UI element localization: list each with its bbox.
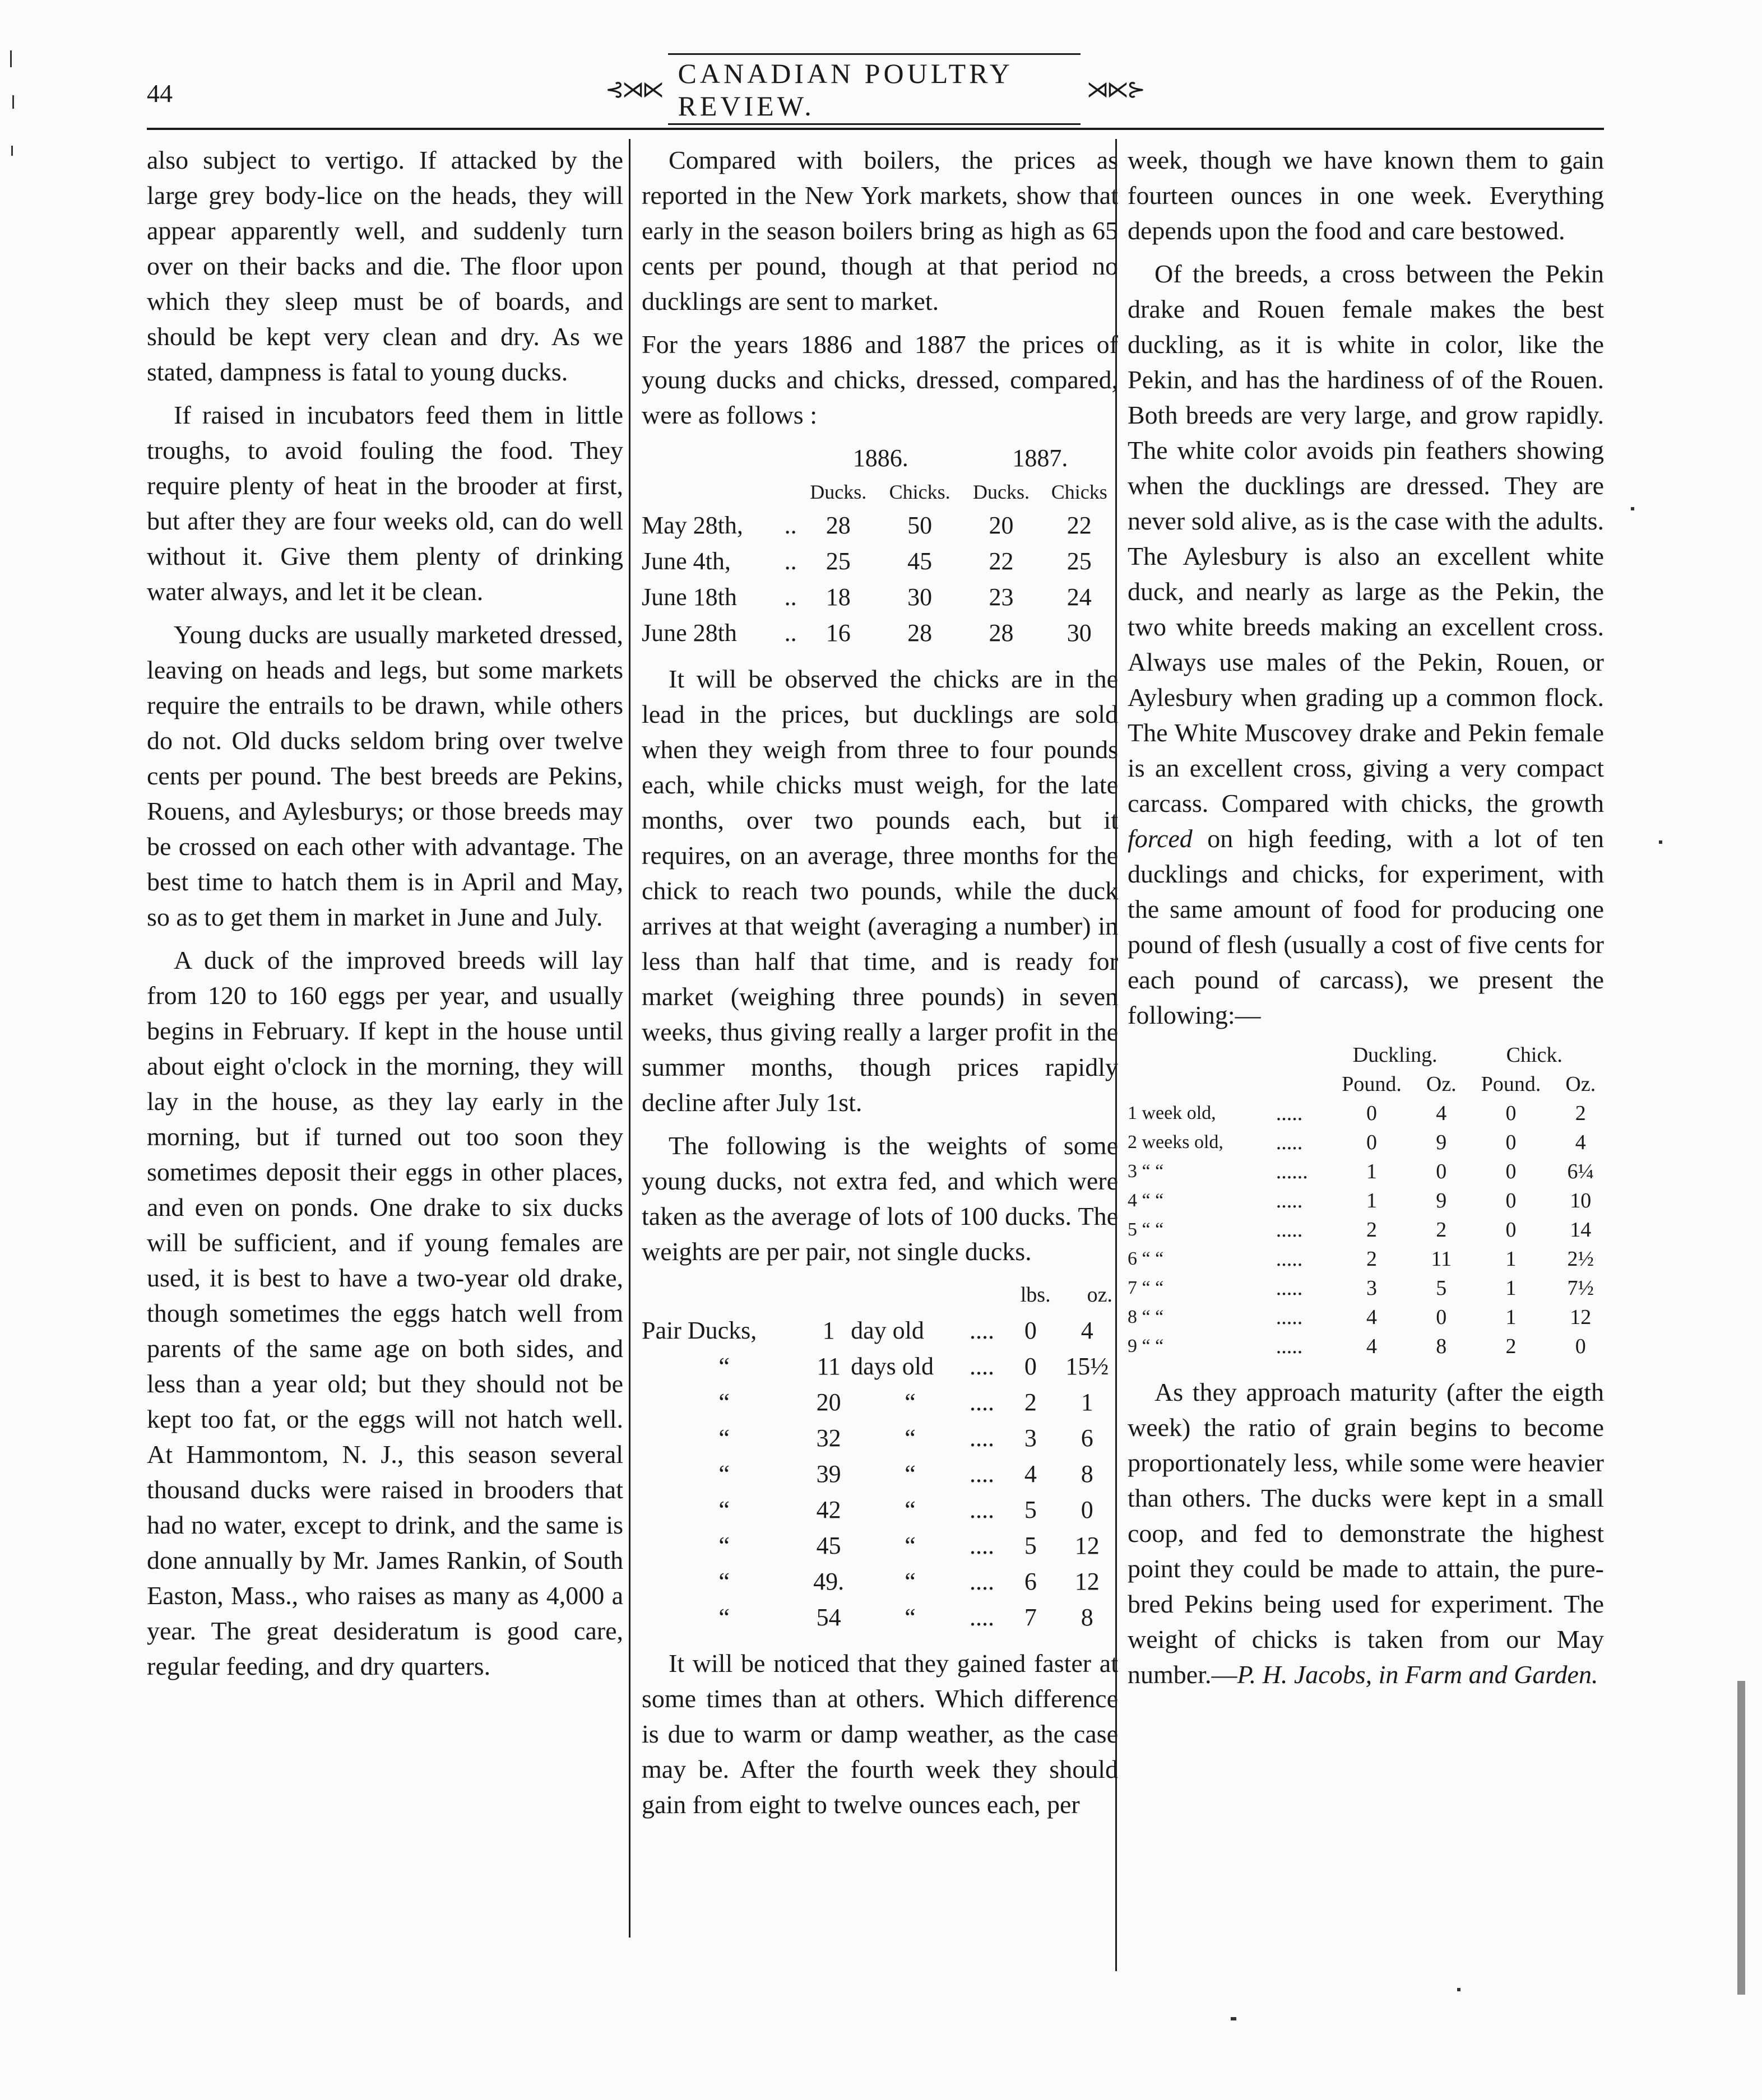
cell: “ [905,1460,916,1488]
cell: 4 [1366,1305,1378,1329]
cell: Pair Ducks, [642,1317,757,1344]
cell: “ [905,1568,916,1595]
cell: “ [905,1388,916,1416]
leader-dots: .. [784,619,797,647]
cell: “ [905,1424,916,1452]
cell: 0 [1366,1131,1378,1154]
cell: 20 [816,1388,841,1416]
table-row [1128,1099,1604,1128]
cell: 0 [1081,1496,1093,1523]
col-header: oz. [1087,1283,1112,1307]
masthead-ornament-right: ⋊⋉⊱ [1086,76,1143,102]
cell: “ [718,1532,730,1559]
leader-dots: .... [970,1424,995,1452]
table-row [642,508,1118,543]
cell: 6 [1024,1568,1037,1595]
cell: 16 [826,619,851,647]
row-label: 8 “ “ [1128,1307,1164,1327]
leader-dots: .. [784,583,797,611]
row-label: 1 week old, [1128,1103,1216,1123]
source-credit: P. H. Jacobs, in Farm and Garden. [1237,1660,1598,1689]
paragraph [1128,1374,1604,1692]
cell: 11 [1431,1247,1452,1271]
paragraph: Compared with boilers, the prices as reported in the New York markets, show that early in the season boilers bring as high as 65 cents per pound, though at that period no ducklings are sent to market. [642,146,1118,315]
row-label: June 4th, [642,547,731,575]
col-header: Oz. [1426,1072,1457,1096]
price-table-subheader-row [642,476,1118,508]
table-row [1128,1332,1604,1361]
scan-mark [1631,507,1634,510]
cell: days old [851,1353,934,1380]
cell: 0 [1024,1317,1037,1344]
cell: 2 [1366,1218,1378,1242]
row-label: 5 “ “ [1128,1219,1164,1240]
growth-table-subheader-row [1128,1070,1604,1099]
cell: “ [718,1353,730,1380]
cell: 22 [1067,512,1092,539]
group-header: Chick. [1506,1043,1562,1067]
cell: 32 [816,1424,841,1452]
cell: 12 [1074,1532,1100,1559]
leader-dots: .... [970,1317,995,1344]
leader-dots: ..... [1276,1131,1303,1154]
leader-dots: .... [970,1388,995,1416]
paragraph: If raised in incubators feed them in little troughs, to avoid fouling the food. They require plenty of heat in the brooder at first, but after they are four weeks old, can do well without it. Give them plenty of drinking water always, and let it be clean. [147,401,623,606]
year-1887: 1887. [1012,444,1068,472]
cell: 4 [1024,1460,1037,1488]
table-row [1128,1274,1604,1303]
cell: “ [718,1460,730,1488]
cell: 50 [907,512,933,539]
table-row [642,1420,1118,1456]
masthead-ornament-left: ⊰⋊⋉ [605,76,662,102]
cell: 4 [1436,1102,1447,1125]
masthead [605,58,1143,120]
row-label: 9 “ “ [1128,1336,1164,1356]
paragraph-text: Of the breeds, a cross between the Pekin drake and Rouen female makes the best duckling, as it is white in color, like the Pekin, and has the hardiness of of the Rouen. Both breeds are very large, and grow rapidly. The white color avoids pin feathers showing when the ducklings are dressed. They are never sold alive, as is the case with the adults. The Aylesbury is also an excellent white duck, and nearly as large as the Pekin, the two white breeds making an excellent cross. Always use males of the Pekin, Rouen, or Aylesbury when grading up a common flock. The White Muscovey drake and Pekin female is an excellent cross, giving a very compact carcass. Compared with chicks, the growth [1128,259,1604,817]
col-header: Oz. [1565,1072,1596,1096]
leader-dots: .... [970,1460,995,1488]
cell: 1 [1366,1189,1378,1212]
table-row [642,1564,1118,1600]
paragraph: For the years 1886 and 1887 the prices of young ducks and chicks, dressed, compared, were as follows : [642,330,1118,429]
cell: 9 [1436,1189,1447,1212]
col-header: Chicks. [889,481,950,503]
cell: 42 [816,1496,841,1523]
leader-dots: ..... [1276,1102,1303,1125]
cell: 45 [907,547,933,575]
row-label: June 28th [642,619,737,647]
header-rule [147,128,1604,130]
cell: 39 [816,1460,841,1488]
row-label: May 28th, [642,512,743,539]
column-3 [1128,142,1604,1700]
page-number: 44 [147,79,173,108]
paragraph [1128,256,1604,1033]
paragraph: week, though we have known them to gain fourteen ounces in one week. Everything depends upon the food and care bestowed. [1128,146,1604,245]
row-label: June 18th [642,583,737,611]
cell: 6 [1081,1424,1093,1452]
cell: 0 [1436,1160,1447,1183]
year-1886: 1886. [852,444,908,472]
cell: 2 [1505,1335,1517,1358]
cell: 7 [1024,1604,1037,1631]
cell: 0 [1575,1335,1586,1358]
paragraph: The following is the weights of some young ducks, not extra fed, and which were taken as the average of lots of 100 ducks. The weights are per pair, not single ducks. [642,1131,1118,1266]
cell: 0 [1505,1102,1517,1125]
table-row [642,1384,1118,1420]
cell: 5 [1024,1532,1037,1559]
leader-dots: .... [970,1604,995,1631]
weights-table-header-row [642,1277,1118,1313]
leader-dots: .... [970,1496,995,1523]
table-row [1128,1128,1604,1157]
cell: 8 [1436,1335,1447,1358]
cell: 3 [1024,1424,1037,1452]
cell: 22 [989,547,1014,575]
cell: 2 [1024,1388,1037,1416]
cell: “ [905,1496,916,1523]
table-row [642,579,1118,615]
cell: 1 [1505,1305,1517,1329]
cell: 2 [1436,1218,1447,1242]
leader-dots: ..... [1276,1189,1303,1212]
cell: 20 [989,512,1014,539]
cell: “ [718,1388,730,1416]
cell: 15½ [1065,1353,1109,1380]
cell: day old [851,1317,924,1344]
leader-dots: ..... [1276,1335,1303,1358]
cell: 1 [1366,1160,1378,1183]
row-label: 7 “ “ [1128,1277,1164,1298]
cell: 14 [1570,1218,1592,1242]
paragraph: A duck of the improved breeds will lay from 120 to 160 eggs per year, and usually begins in February. If kept in the house until about eight o'clock in the morning, they will lay in the house, as they lay early in the morning, but if turned out too soon they sometimes deposit their eggs in other places, and even on ponds. One drake to six ducks will be sufficient, and if young females are used, it is best to have a two-year old drake, though sometimes the eggs hatch well from parents of the same age on both sides, and less than a year old; but they should not be kept too fat, or the eggs will not hatch well. At Hammontom, N. J., this season several thousand ducks were raised in brooders that had no water, except to drink, and the same is done annually by Mr. James Rankin, of South Easton, Mass., who raises as many as 4,000 a year. The great desideratum is good care, regular feeding, and dry quarters. [147,946,623,1680]
paragraph: It will be observed the chicks are in the lead in the prices, but ducklings are sold when they weigh from three to four pounds each, while chicks must weigh, for the late months, over two pounds each, but it requires, on an average, three months for the chick to reach two pounds, while the duck arrives at that weight (averaging a number) in less than half that time, and is ready for market (weighing three pounds) in seven weeks, thus giving really a larger profit in the summer months, though prices rapidly decline after July 1st. [642,665,1118,1117]
leader-dots: ..... [1276,1305,1303,1329]
leader-dots: ...... [1276,1160,1308,1183]
cell: 5 [1436,1276,1447,1300]
row-label: 4 “ “ [1128,1190,1164,1211]
cell: 8 [1081,1460,1093,1488]
scan-mark [12,95,14,109]
cell: 1 [822,1317,835,1344]
table-row [1128,1157,1604,1186]
leader-dots: ..... [1276,1276,1303,1300]
cell: 0 [1505,1160,1517,1183]
col-header: Pound. [1342,1072,1402,1096]
column-1 [147,142,623,1692]
cell: 8 [1081,1604,1093,1631]
cell: 1 [1081,1388,1093,1416]
table-row [642,543,1118,579]
italic-word: forced [1128,824,1193,853]
cell: 28 [826,512,851,539]
cell: 28 [989,619,1014,647]
cell: 0 [1505,1131,1517,1154]
cell: 1 [1505,1276,1517,1300]
table-row [642,1349,1118,1384]
cell: 12 [1570,1305,1592,1329]
cell: 49. [813,1568,845,1595]
leader-dots: ..... [1276,1247,1303,1271]
cell: 30 [907,583,933,611]
cell: 11 [817,1353,841,1380]
scan-mark [1737,1681,1745,1995]
cell: 12 [1074,1568,1100,1595]
paragraph: It will be noticed that they gained faster at some times than at others. Which difference is due to warm or damp weather, as the case may be. After the fourth week they should gain from eight to twelve ounces each, per [642,1649,1118,1819]
price-table [642,440,1118,651]
cell: 25 [1067,547,1092,575]
cell: 0 [1505,1218,1517,1242]
scan-mark [1231,2017,1236,2020]
cell: “ [718,1496,730,1523]
cell: 45 [816,1532,841,1559]
column-2 [642,142,1118,1830]
cell: 9 [1436,1131,1447,1154]
table-row [1128,1244,1604,1274]
leader-dots: .. [784,547,797,575]
table-row [1128,1186,1604,1215]
scan-mark [11,146,13,156]
cell: 24 [1067,583,1092,611]
cell: 7½ [1567,1276,1594,1300]
cell: 2 [1366,1247,1378,1271]
cell: 2½ [1567,1247,1594,1271]
cell: 4 [1081,1317,1093,1344]
scan-mark [1659,840,1662,844]
paragraph: also subject to vertigo. If attacked by the large grey body-lice on the heads, they will appear apparently well, and suddenly turn over on their backs and die. The floor upon which they sleep must be of boards, and should be kept very clean and dry. As we stated, dampness is fatal to young ducks. [147,146,623,386]
growth-table-group-row [1128,1040,1604,1070]
leader-dots: .... [970,1568,995,1595]
cell: “ [718,1424,730,1452]
cell: 0 [1436,1305,1447,1329]
cell: “ [718,1568,730,1595]
scan-mark [1457,1988,1460,1991]
masthead-title: CANADIAN POULTRY REVIEW. [668,53,1081,125]
col-header: Ducks. [973,481,1030,503]
row-label: 2 weeks old, [1128,1132,1223,1153]
table-row [642,1492,1118,1528]
table-row [1128,1303,1604,1332]
cell: 3 [1366,1276,1378,1300]
table-row [642,1313,1118,1349]
leader-dots: .... [970,1532,995,1559]
group-header: Duckling. [1352,1043,1438,1067]
cell: “ [718,1604,730,1631]
cell: 2 [1575,1102,1586,1125]
leader-dots: ..... [1276,1218,1303,1242]
cell: 18 [826,583,851,611]
row-label: 3 “ “ [1128,1161,1164,1182]
col-header: Chicks [1051,481,1107,503]
scan-mark [10,50,12,67]
cell: 23 [989,583,1014,611]
weights-table [642,1277,1118,1636]
col-header: Pound. [1481,1072,1541,1096]
leader-dots: .... [970,1353,995,1380]
cell: 0 [1505,1189,1517,1212]
cell: 30 [1067,619,1092,647]
table-row [642,1600,1118,1636]
cell: 54 [816,1604,841,1631]
cell: 0 [1366,1102,1378,1125]
col-header: Ducks. [810,481,867,503]
cell: 5 [1024,1496,1037,1523]
leader-dots: .. [784,512,797,539]
table-row [642,1456,1118,1492]
cell: 25 [826,547,851,575]
col-header: lbs. [1020,1283,1051,1307]
cell: “ [905,1532,916,1559]
table-row [642,1528,1118,1564]
growth-table [1128,1040,1604,1361]
paragraph-text: As they approach maturity (after the eigth week) the ratio of grain begins to become proportionately less, while some were heavier than others. The ducks were kept in a small coop, and fed to demonstrate the highest point they could be made to attain, the pure-bred Pekins being used for experiment. The weight of chicks is taken from our May number.— [1128,1378,1604,1689]
row-label: 6 “ “ [1128,1248,1164,1269]
cell: 0 [1024,1353,1037,1380]
table-row [1128,1215,1604,1244]
cell: 10 [1570,1189,1592,1212]
cell: 1 [1505,1247,1517,1271]
column-rule-1 [629,139,630,1938]
cell: 28 [907,619,933,647]
cell: 4 [1575,1131,1586,1154]
cell: 6¼ [1567,1160,1594,1183]
cell: “ [905,1604,916,1631]
cell: 4 [1366,1335,1378,1358]
paragraph-text: on high feeding, with a lot of ten ducklings and chicks, for experiment, with the same amount of food for producing one pound of flesh (usually a cost of five cents for each pound of carcass), we present the following:— [1128,824,1604,1029]
price-table-year-row [642,440,1118,476]
paragraph: Young ducks are usually marketed dressed, leaving on heads and legs, but some markets require the entrails to be drawn, while others do not. Old ducks seldom bring over twelve cents per pound. The best breeds are Pekins, Rouens, and Aylesburys; or those breeds may be crossed on each other with advantage. The best time to hatch them is in April and May, so as to get them in market in June and July. [147,620,623,931]
table-row [642,615,1118,651]
